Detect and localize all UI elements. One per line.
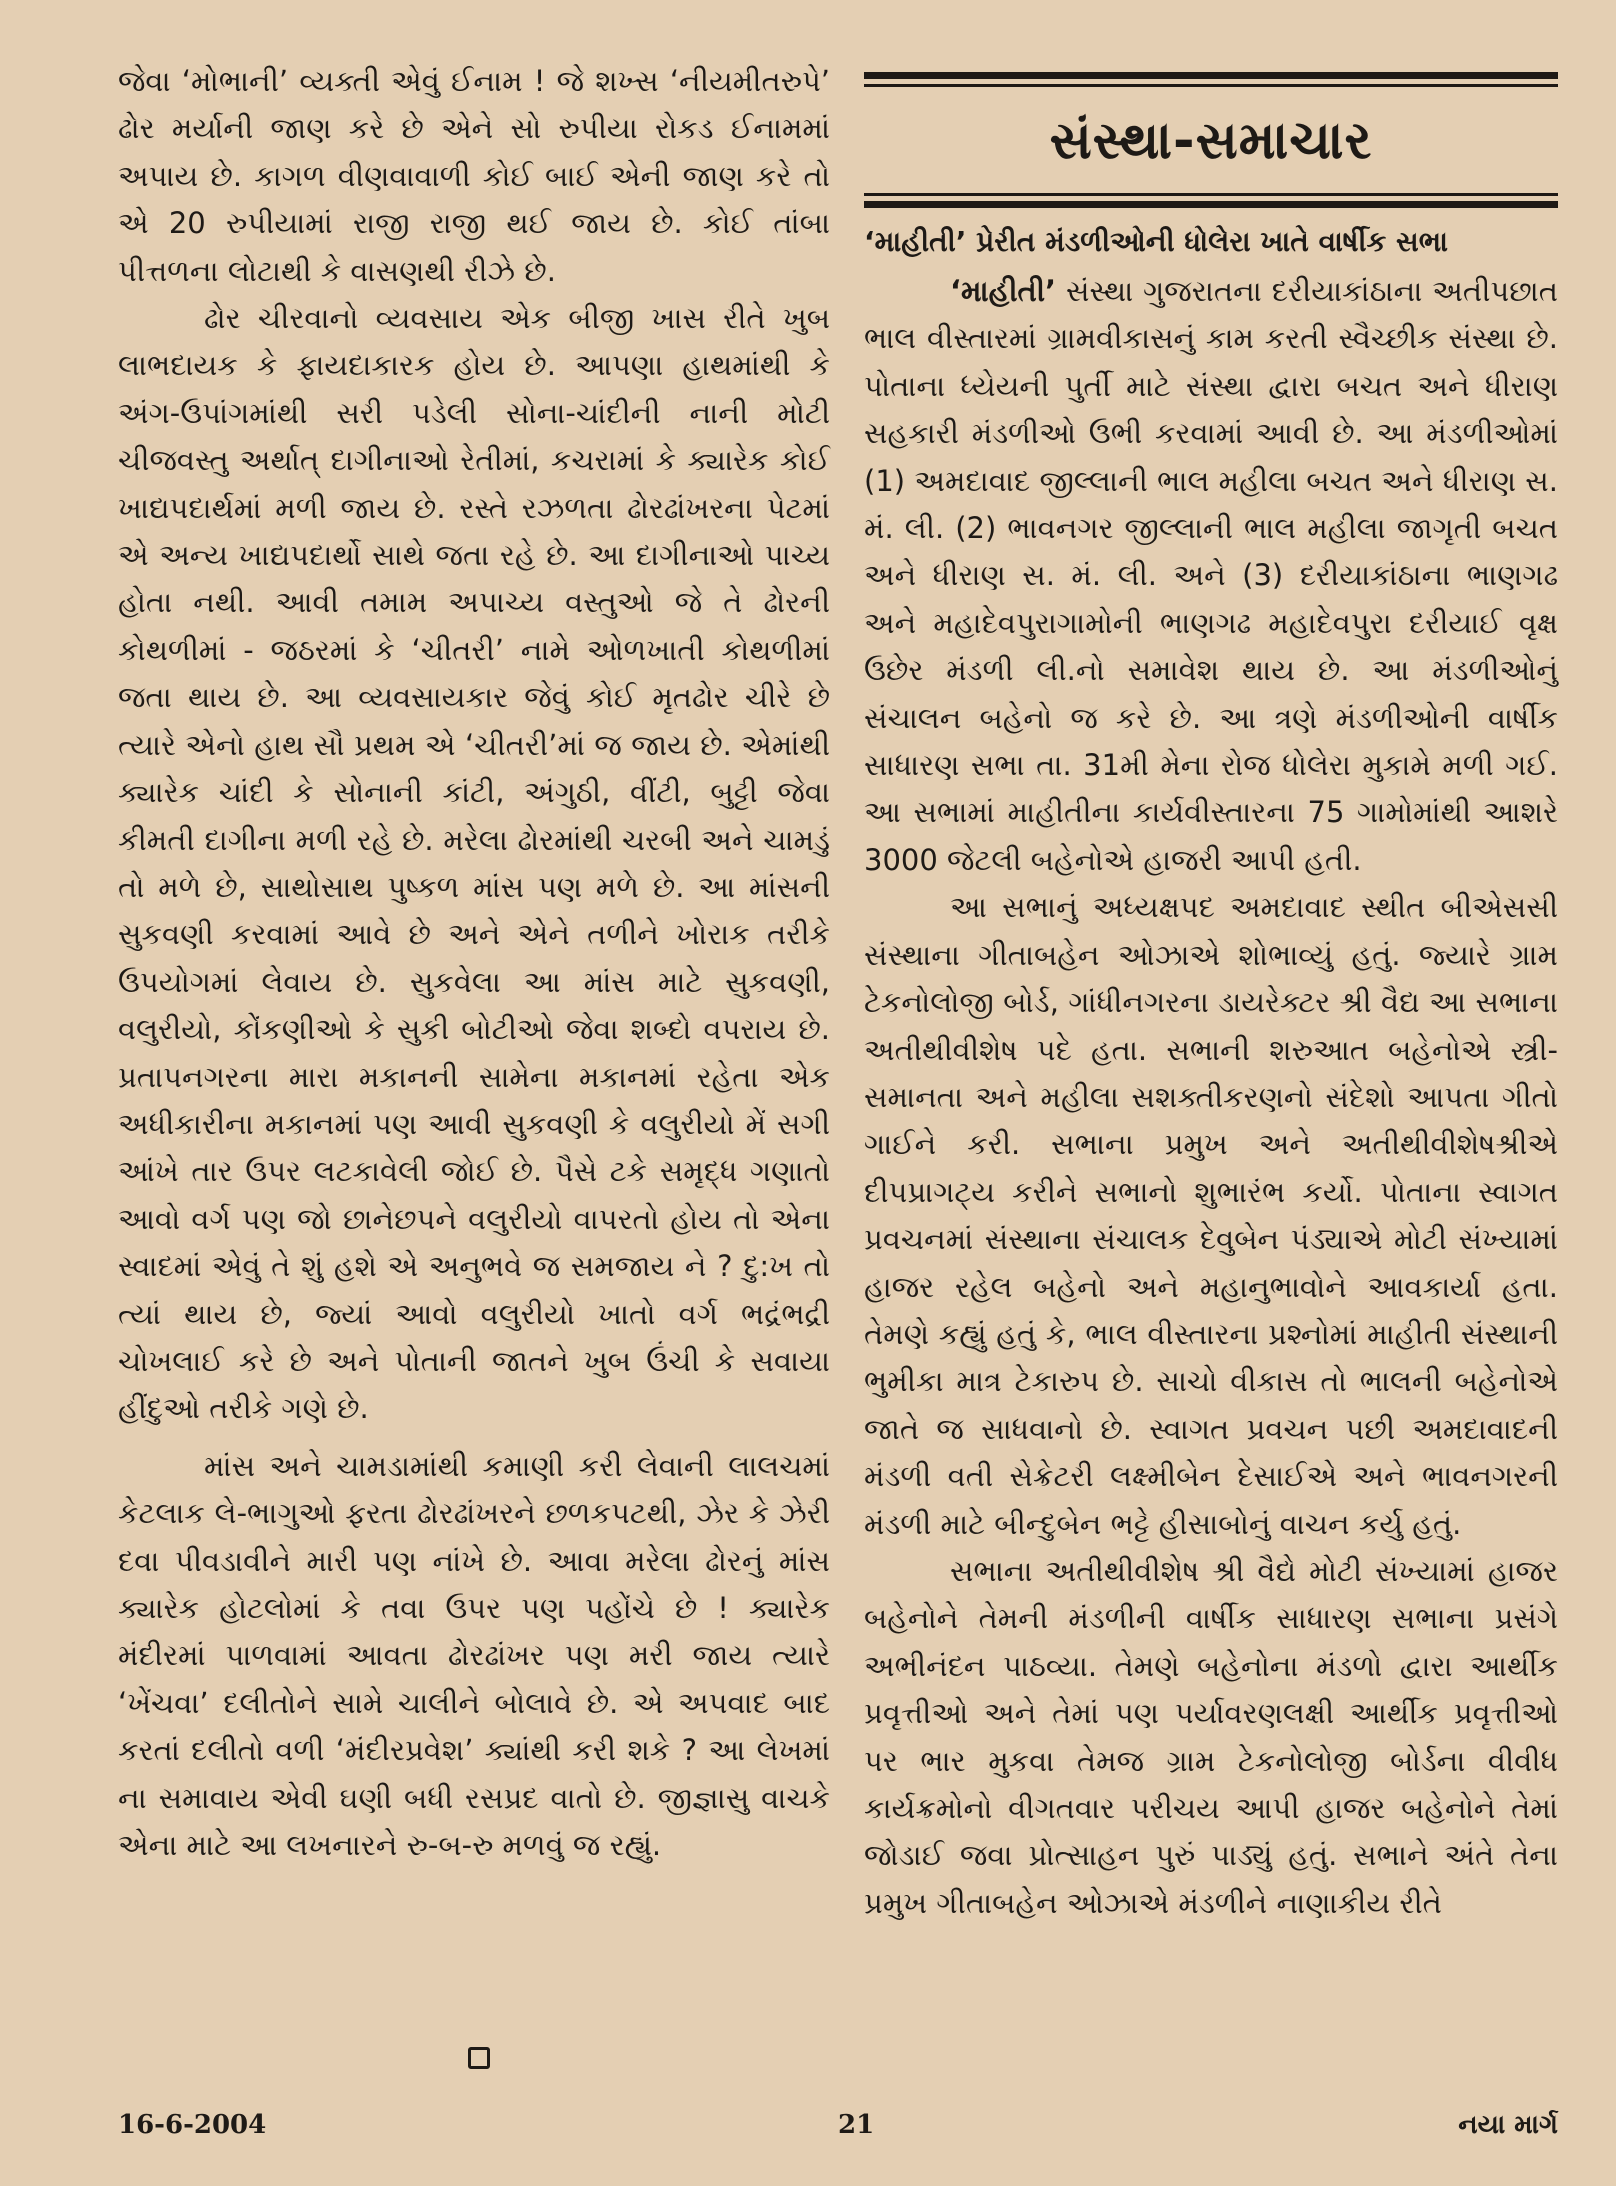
- page-number: 21: [838, 2110, 875, 2140]
- section-title: સંસ્થા-સમાચાર: [1049, 111, 1373, 171]
- title-top-rule: [864, 72, 1558, 87]
- issue-date: 16-6-2004: [118, 2110, 267, 2140]
- right-paragraph-2: આ સભાનું અધ્યક્ષપદ અમદાવાદ સ્થીત બીએસસી સંસ્થાના ગીતાબહેન ઓઝાએ શોભાવ્યું હતું. જ્યારે ગ્રામ ટેકનોલોજી બોર્ડ, ગાંધીનગરના ડાયરેક્ટર શ્રી વૈદ્ય આ સભાના અતીથીવીશેષ પદે હતા. સભાની શરુઆત બહેનોએ સ્ત્રી-સમાનતા અને મહીલા સશક્તીકરણનો સંદેશો આપતા ગીતો ગાઈને કરી. સભાના પ્રમુખ અને અતીથીવીશેષશ્રીએ દીપપ્રાગટ્ય કરીને સભાનો શુભારંભ કર્યો. પોતાના સ્વાગત પ્રવચનમાં સંસ્થાના સંચાલક દેવુબેન પંડ્યાએ મોટી સંખ્યામાં હાજર રહેલ બહેનો અને મહાનુભાવોને આવકાર્યા હતા. તેમણે કહ્યું હતું કે, ભાલ વીસ્તારના પ્રશ્નોમાં માહીતી સંસ્થાની ભુમીકા માત્ર ટેકારુપ છે. સાચો વીકાસ તો ભાલની બહેનોએ જાતે જ સાધવાનો છે. સ્વાગત પ્રવચન પછી અમદાવાદની મંડળી વતી સેક્રેટરી લક્ષ્મીબેન દેસાઈએ અને ભાવનગરની મંડળી માટે બીન્દુબેન ભટ્ટે હીસાબોનું વાચન કર્યુ હતું.: [864, 890, 1558, 1541]
- left-paragraph-2: ઢોર ચીરવાનો વ્યવસાય એક બીજી ખાસ રીતે ખુબ લાભદાયક કે ફાયદાકારક હોય છે. આપણા હાથમાંથી કે અંગ-ઉપાંગમાંથી સરી પડેલી સોના-ચાંદીની નાની મોટી ચીજવસ્તુ અર્થાત્ દાગીનાઓ રેતીમાં, કચરામાં કે ક્યારેક કોઈ ખાદ્યપદાર્થમાં મળી જાય છે. રસ્તે રઝળતા ઢોરઢાંખરના પેટમાં એ અન્ય ખાદ્યપદાર્થો સાથે જતા રહે છે. આ દાગીનાઓ પાચ્ય હોતા નથી. આવી તમામ અપાચ્ય વસ્તુઓ જે તે ઢોરની કોથળીમાં - જઠરમાં કે ‘ચીતરી’ નામે ઓળખાતી કોથળીમાં જતા થાય છે. આ વ્યવસાયકાર જેવું કોઈ મૃતઢોર ચીરે છે ત્યારે એનો હાથ સૌ પ્રથમ એ ‘ચીતરી’માં જ જાય છે. એમાંથી ક્યારેક ચાંદી કે સોનાની કાંટી, અંગુઠી, વીંટી, બુટ્ટી જેવા કીમતી દાગીના મળી રહે છે. મરેલા ઢોરમાંથી ચરબી અને ચામડું તો મળે છે, સાથોસાથ પુષ્કળ માંસ પણ મળે છે. આ માંસની સુકવણી કરવામાં આવે છે અને એને તળીને ખોરાક તરીકે ઉપયોગમાં લેવાય છે. સુકવેલા આ માંસ માટે સુકવણી, વલુરીયો, કોંકણીઓ કે સુકી બોટીઓ જેવા શબ્દો વપરાય છે. પ્રતાપનગરના મારા મકાનની સામેના મકાનમાં રહેતા એક અધીકારીના મકાનમાં પણ આવી સુકવણી કે વલુરીયો મેં સગી આંખે તાર ઉપર લટકાવેલી જોઈ છે. પૈસે ટકે સમૃદ્ધ ગણાતો આવો વર્ગ પણ જો છાનેછપને વલુરીયો વાપરતો હોય તો એના સ્વાદમાં એવું તે શું હશે એ અનુભવે જ સમજાય ને ? દુ:ખ તો ત્યાં થાય છે, જ્યાં આવો વલુરીયો ખાતો વર્ગ ભદ્રંભદ્રી ચોખલાઈ કરે છે અને પોતાની જાતને ખુબ ઉંચી કે સવાયા હીંદુઓ તરીકે ગણે છે.: [118, 301, 830, 1426]
- left-column: [118, 58, 830, 1869]
- left-paragraph-3: માંસ અને ચામડામાંથી કમાણી કરી લેવાની લાલચમાં કેટલાક લે-ભાગુઓ ફરતા ઢોરઢાંખરને છળકપટથી, ઝેર કે ઝેરી દવા પીવડાવીને મારી પણ નાંખે છે. આવા મરેલા ઢોરનું માંસ ક્યારેક હોટલોમાં કે તવા ઉપર પણ પહોંચે છે ! ક્યારેક મંદીરમાં પાળવામાં આવતા ઢોરઢાંખર પણ મરી જાય ત્યારે ‘ખેંચવા’ દલીતોને સામે ચાલીને બોલાવે છે. એ અપવાદ બાદ કરતાં દલીતો વળી ‘મંદીરપ્રવેશ’ ક્યાંથી કરી શકે ? આ લેખમાં ના સમાવાય એવી ઘણી બધી રસપ્રદ વાતો છે. જીજ્ઞાસુ વાચકે એના માટે આ લખનારને રુ-બ-રુ મળવું જ રહ્યું.: [118, 1448, 830, 1863]
- magazine-name: નયા માર્ગ: [1458, 2110, 1558, 2140]
- title-bottom-rule: [864, 193, 1558, 208]
- right-paragraph-3: સભાના અતીથીવીશેષ શ્રી વૈદ્યે મોટી સંખ્યામાં હાજર બહેનોને તેમની મંડળીની વાર્ષીક સાધારણ સભાના પ્રસંગે અભીનંદન પાઠવ્યા. તેમણે બહેનોના મંડળો દ્વારા આર્થીક પ્રવૃત્તીઓ અને તેમાં પણ પર્યાવરણલક્ષી આર્થીક પ્રવૃત્તીઓ પર ભાર મુકવા તેમજ ગ્રામ ટેકનોલોજી બોર્ડના વીવીધ કાર્યક્રમોનો વીગતવાર પરીચય આપી હાજર બહેનોને તેમાં જોડાઈ જવા પ્રોત્સાહન પુરું પાડ્યું હતું. સભાને અંતે તેના પ્રમુખ ગીતાબહેન ઓઝાએ મંડળીને નાણાકીય રીતે: [864, 1553, 1558, 1920]
- right-paragraph-1: [864, 268, 1558, 884]
- end-of-article-icon: [468, 2047, 490, 2069]
- page-footer: [118, 2110, 1558, 2150]
- right-column: [864, 72, 1558, 1927]
- lead-word: ‘માહીતી’: [950, 274, 1057, 308]
- left-paragraph-1: જેવા ‘મોભાની’ વ્યક્તી એવું ઈનામ ! જે શખ્સ ‘નીયમીતરુપે’ ઢોર મર્યાની જાણ કરે છે એને સો રુપીયા રોકડ ઈનામમાં અપાય છે. કાગળ વીણવાવાળી કોઈ બાઈ એની જાણ કરે તો એ 20 રુપીયામાં રાજી રાજી થઈ જાય છે. કોઈ તાંબા પીત્તળના લોટાથી કે વાસણથી રીઝે છે.: [118, 64, 830, 288]
- right-paragraph-1-text: સંસ્થા ગુજરાતના દરીયાકાંઠાના અતીપછાત ભાલ વીસ્તારમાં ગ્રામવીકાસનું કામ કરતી સ્વૈચ્છીક સંસ્થા છે. પોતાના ધ્યેયની પુર્તી માટે સંસ્થા દ્વારા બચત અને ધીરાણ સહકારી મંડળીઓ ઉભી કરવામાં આવી છે. આ મંડળીઓમાં (1) અમદાવાદ જીલ્લાની ભાલ મહીલા બચત અને ધીરાણ સ. મં. લી. (2) ભાવનગર જીલ્લાની ભાલ મહીલા જાગૃતી બચત અને ધીરાણ સ. મં. લી. અને (3) દરીયાકાંઠાના ભાણગઢ અને મહાદેવપુરાગામોની ભાણગઢ મહાદેવપુરા દરીયાઈ વૃક્ષ ઉછેર મંડળી લી.નો સમાવેશ થાય છે. આ મંડળીઓનું સંચાલન બહેનો જ કરે છે. આ ત્રણે મંડળીઓની વાર્ષીક સાધારણ સભા તા. 31મી મેના રોજ ધોલેરા મુકામે મળી ગઈ. આ સભામાં માહીતીના કાર્યવીસ્તારના 75 ગામોમાંથી આશરે 3000 જેટલી બહેનોએ હાજરી આપી હતી.: [864, 274, 1558, 877]
- article-subheading: ‘માહીતી’ પ્રેરીત મંડળીઓની ધોલેરા ખાતે વાર્ષીક સભા: [864, 225, 1448, 258]
